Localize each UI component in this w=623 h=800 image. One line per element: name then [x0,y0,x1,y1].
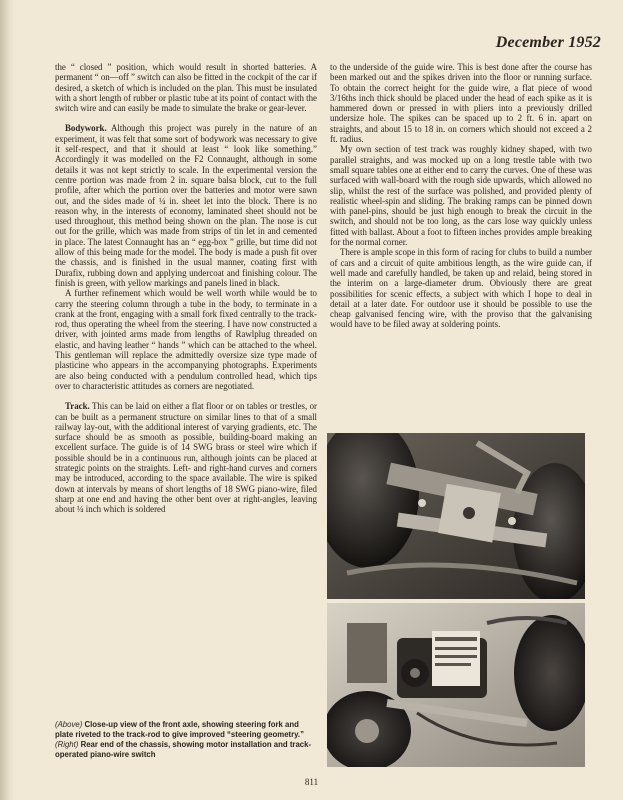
caption-right-text: Rear end of the chassis, showing motor installation and track-operated piano-wire switch [55,740,312,759]
paragraph-scope: There is ample scope in this form of racing for clubs to build a number of cars and a circuit of quite ambitious length, as the wire guide can, if well made and carefully handled, be taken up and relaid, being stored in the interim on a large-diameter drum. Obviously there are great possibilities for scenic effects, a subject with which I hope to deal in detail at a later date. For outdoor use it should be possible to use the cheap galvanised fencing wire, with the proviso that the galvanising would have to be filed away at soldering points. [330,247,592,330]
section-heading-bodywork: Bodywork. [65,123,107,134]
issue-date-header: December 1952 [495,34,601,51]
paragraph-track [55,401,317,514]
right-text-column [330,62,592,330]
photo-front-axle [327,433,585,599]
bodywork-text: Although this project was purely in the nature of an experiment, it was felt that some sort of bodywork was necessary to give it self-respect, and that it should at least “ look like something.” Accordingly it was modelled on the F2 Connaught, although in some details it was not kept strictly to scale. In the experimental version the centre portion was made from 2 in. square balsa block, cut to the full profile, after which the portion over the batteries and motor were sawn out, and the sides made of ¼ in. sheet let into the block. There is no reason why, in the interests of economy, laminated sheet should not be used throughout, this method being shown on the plan. The nose is cut out for the grille, which was made from strips of tin let in and cemented in place. The latest Connaught has an “ egg-box ” grille, but time did not allow of this being made for the model. The body is made a push fit over the chassis, and is finished in the usual manner, coating first with Durafix, rubbing down and applying undercoat and finishing colour. The finish is green, with yellow markings and panels lined in black. [55,123,317,288]
paragraph-switch: the “ closed ” position, which would result in shorted batteries. A permanent “ on—off ” switch can also be fitted in the cockpit of the car if desired, a sketch of which is included on the plan. This must be insulated with a short length of rubber or plastic tube at its point of contact with the switch wire and can easily be made to simulate the brake or gear-lever. [55,62,317,114]
photo-rear-chassis [327,603,585,767]
front-axle-illustration [327,433,585,599]
track-text: This can be laid on either a flat floor or on tables or trestles, or can be built as a permanent structure on similar lines to that of a small railway lay-out, with the additional interest of varying gradients, etc. The surface should be as smooth as possible, building-board making an excellent surface. The guide is of 14 SWG brass or steel wire which if possible should be in a continuous run, although joints can be placed at strategic points on the straights. Left- and right-hand curves and corners may be introduced, according to the space available. The wire is spiked down at intervals by means of short lengths of 18 SWG piano-wire, filed sharp at one end and having the other bent over at right-angles, leaving about ¼ inch which is soldered [55,401,317,515]
rear-chassis-illustration [327,603,585,767]
caption-above-text: Close-up view of the front axle, showing steering fork and plate riveted to the track-rod to give improved “steering geometry.” [55,720,304,739]
page-gutter-shadow [0,0,14,800]
photo-caption [55,720,317,760]
left-text-column [55,62,317,514]
section-heading-track: Track. [65,401,90,412]
paragraph-test-track: My own section of test track was roughly kidney shaped, with two parallel straights, and was mocked up on a long trestle table with two small square tables one at either end to carry the curves. One of these was surfaced with wall-board with the rough side upwards, which allowed no slip, whilst the rest of the surface was polished, and provided plenty of realistic wheel-spin and sliding. The braking ramps can be pinned down with panel-pins, should be just high enough to break the circuit in the switch, and should not be too long, as the cars lose way quickly unless fitted with ballast. About a foot to fifteen inches provides ample breaking for the normal corner. [330,144,592,248]
paragraph-bodywork [55,123,317,288]
caption-above-label: (Above) [55,720,83,729]
caption-right-label: (Right) [55,740,79,749]
paragraph-guide-wire: to the underside of the guide wire. This is best done after the course has been marked out and the spikes driven into the floor or running surface. To obtain the correct height for the guide wire, a flat piece of wood 3/16ths inch thick should be placed under the head of each spike as it is hammered down or pressed in with pliers into a previously drilled undersize hole. The spikes can be spaced up to 2 ft. 6 in. apart on straights, and about 15 to 18 in. on corners which should not exceed a 2 ft. radius. [330,62,592,145]
page-number: 811 [304,777,319,787]
paragraph-refinement: A further refinement which would be well worth while would be to carry the steering column through a tube in the body, to terminate in a crank at the front, engaging with a small fork fixed centrally to the track-rod, thus operating the wheel from the steering. I have now constructed a driver, with jointed arms made from lengths of Rawlplug threaded on elastic, and having leather “ hands ” which can be attached to the wheel. This gentleman will replace the admittedly oversize size type made of plasticine who appears in the accompanying photographs. Experiments are also being conducted with a pendulum controlled head, which tips over to characteristic attitudes as corners are negotiated. [55,288,317,391]
